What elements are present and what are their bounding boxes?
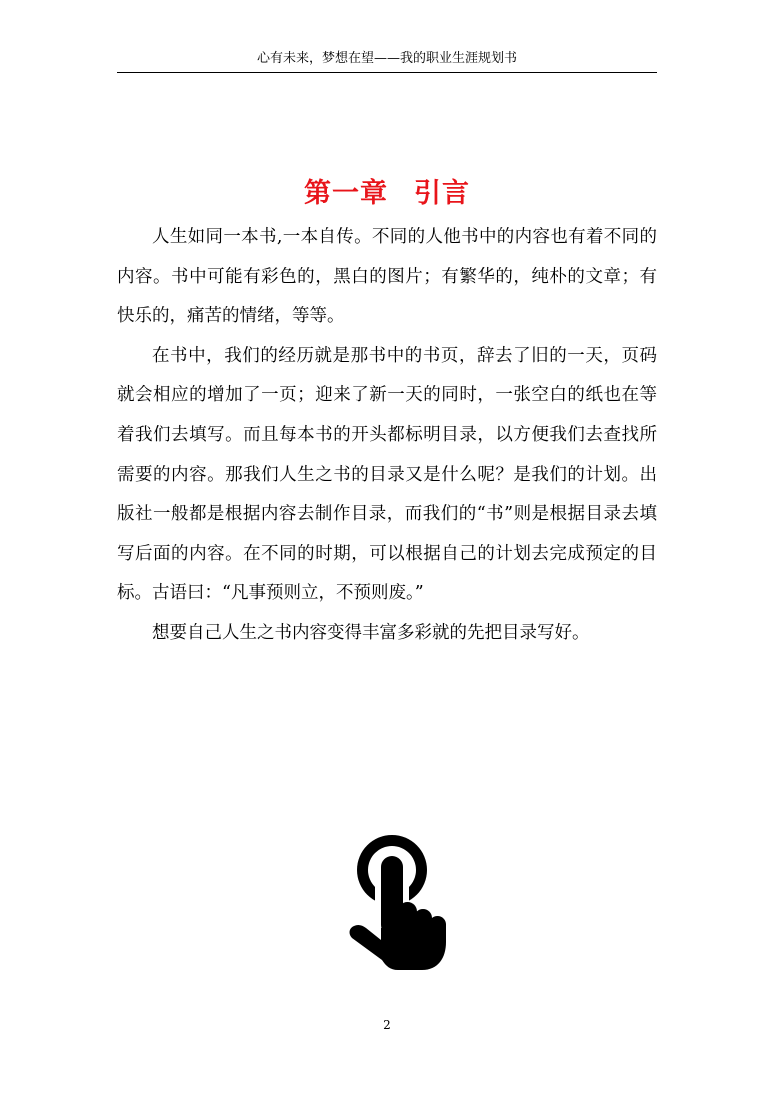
hand-pointer-icon: [346, 830, 456, 975]
chapter-body: [117, 218, 657, 654]
running-header: [117, 50, 657, 73]
chapter-name: 引言: [414, 178, 470, 209]
chapter-number: 第一章: [304, 178, 388, 209]
running-title: 心有未来，梦想在望——我的职业生涯规划书: [256, 51, 517, 66]
chapter-title: [0, 176, 774, 212]
paragraph: 想要自己人生之书内容变得丰富多彩就的先把目录写好。: [152, 622, 590, 643]
paragraph: 人生如同一本书,一本自传。不同的人他书中的内容也有着不同的内容。书中可能有彩色的，黑白的图片；有繁华的，纯朴的文章；有快乐的，痛苦的情绪，等等。: [117, 227, 657, 327]
paragraph: 在书中，我们的经历就是那书中的书页，辞去了旧的一天，页码就会相应的增加了一页；迎来了新一天的同时，一张空白的纸也在等着我们去填写。而且每本书的开头都标明目录，以方便我们去查找所需要的内容。那我们人生之书的目录又是什么呢？是我们的计划。出版社一般都是根据内容去制作目录，而我们的“书”则是根据目录去填写后面的内容。在不同的时期，可以根据自己的计划去完成预定的目标。古语曰：“凡事预则立，不预则废。”: [117, 345, 657, 604]
page-number: 2: [383, 1018, 391, 1032]
